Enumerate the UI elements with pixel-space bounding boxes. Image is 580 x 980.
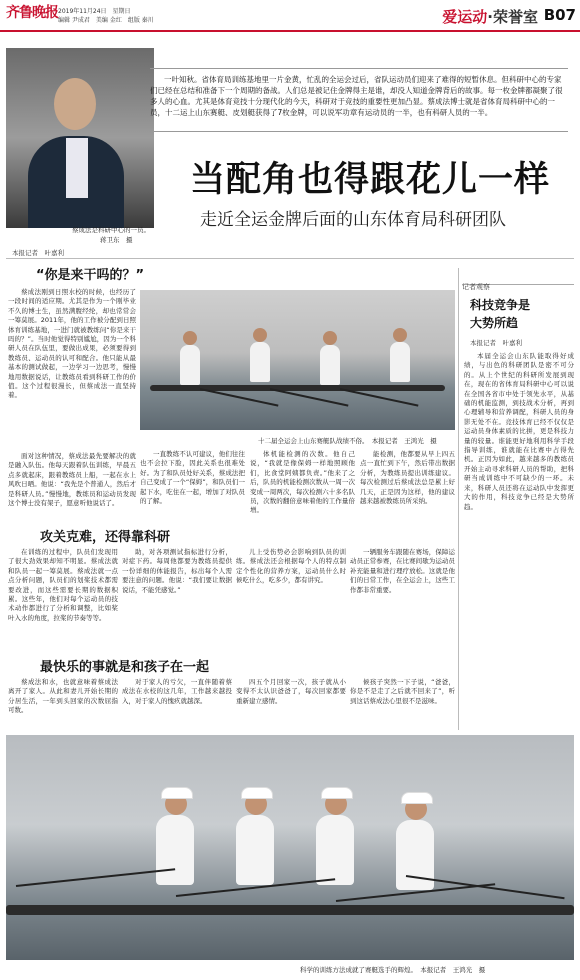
sidebar-body: 本届全运会山东队能取得好成绩，与出色的科研团队是密不可分的。从上个世纪的科研所发展到现在，现在的省体育局科研中心可以说在全国各省市中处于领先水平，从基础的机能监测，到技战术分析，再到心理辅导和营养调配，科研人员的身影无处不在。竞技体育已经不仅仅是运动员身体素质的比拼，更是科技力量的较量。谁能更好地利用科学手段指导训练，谁就能在比赛中占得先机。正因为如此，越来越多的教练员开始主动寻求科研人员的帮助，把科研当成训练中不可缺少的一环。未来，科研人员还将在运动队中发挥更大的作用，科技竞争已经是大势所趋。 (464, 352, 574, 511)
masthead-logo: 齐鲁晚报 (6, 5, 58, 21)
photo-caption-2: 科学的训练方法成就了赛艇选手的辉煌。 本报记者 王鸿光 摄 (300, 966, 486, 974)
sidebar-byline: 本报记者 叶嘉利 (470, 339, 522, 347)
article-column: 助，对各项测试指标进行分析，对症下药。每周他都要为教练员提供一份详细的体能报告，标出每个人需要注意的问题。他说：“我们要让数据说话，不能凭感觉。” (122, 548, 232, 594)
section-heading-3: 最快乐的事就是和孩子在一起 (40, 660, 210, 675)
article-column: 一直教练不认可建议，他们往往也不会拉下脸，因此关系也很难处好。为了和队员处好关系，蔡成法把自己变成了一个“保姆”，和队员们一起下水，吃住在一起，增加了对队员的了解。 (140, 450, 245, 506)
portrait-photo (6, 48, 154, 228)
sidebar-title: 科技竞争是 (470, 298, 531, 312)
article-column: 能检测，他都要从早上四五点一直忙到下午，然后带出数据分析，为教练员提出训练建议。每次检测过后蔡成法总是累上好几天，正是因为这样，他的建议越来越被教练员所采纳。 (360, 450, 455, 506)
lead-paragraph: 一叶知秋。省体育局训练基地里一片金黄，忙乱的全运会过后，省队运动员们迎来了难得的短暂休息。但科研中心的专家们已经在总结和准备下一个周期的备战。人们总是被记住金牌得主是谁，却没人知道金牌背后的故事。每一枚金牌都凝聚了很多人的心血。尤其是体育竞技十分现代化的今天，科研对于竞技的重要性更加凸显。蔡成法博士就是省体育局科研中心的一员，十二运上山东赛艇、皮划艇获得了7枚金牌，可以说军功章有运动员的一半，也有科研人员的一半。 (150, 75, 563, 117)
article-column: 候孩子突然一下子说，“爸爸，你是不是走了之后就不回来了”，听到这话蔡成法心里很不是滋味。 (350, 678, 455, 705)
article-column: 在训练的过程中，队员们发现用了很大劲效果却知不明显。蔡成法就和队员一起一筹莫展。蔡成法就一点点分析问题，队员们的划桨技术都需要改进，而这些需要长期的数据积累。这些年，他们对每个运动员的技术动作都进行了分析和调整，比如桨叶入水的角度，拉桨的节奏等等。 (8, 548, 118, 622)
article-column: 对于家人的亏欠，一直伴随着蔡成法在水校的这几年，工作越来越投入，对于家人的愧疚就越深。 (122, 678, 232, 705)
sidebar-title: 大势所趋 (470, 316, 519, 330)
editors-credit: 编辑 尹成君 美编 金红 组版 秦川 (58, 17, 154, 24)
article-column: 蔡成法刚到日照水校的时候，也经历了一段时间的适应期。尤其是作为一个刚毕业不久的博士生，虽然满腹经纶，却也常常会一筹莫展。2011年，他的工作被分配到日照体育训练基地，一进门就被教练问“你是来干吗的？”。当时他觉得特别尴尬，因为一个科研人员在队伍里，要做出成果，必须要得到教练员、运动员的认可和配合。他只能从最基本的测试做起，一边学习一边思考，慢慢地用数据说话，让教练员看到科研工作的价值。这个过程很漫长，但蔡成法一直坚持着。 (8, 288, 136, 400)
headline: 当配角也得跟花儿一样 (190, 160, 551, 200)
issue-date: 2019年11月24日 星期日 (58, 8, 131, 15)
portrait-caption: 蔡成法是科研中心的一员。 (72, 226, 150, 234)
rowing-women-photo (6, 735, 574, 960)
article-column: 面对这种情况，蔡成法最先要解决的就是融入队伍。他每天跟着队伍训练，早晨五点多就起床，跟着教练员上船，一起在水上风吹日晒。他说：“我先是个普通人，然后才是科研人员。”慢慢地，教练员和运动员发现这个博士没有架子，愿意听他说话了。 (8, 452, 136, 508)
section-heading-2: 攻关克难，还得靠科研 (40, 530, 171, 545)
main-byline: 本报记者 叶嘉利 (12, 249, 64, 257)
page-number: B07 (543, 6, 576, 24)
sidebar-tag: 记者观察 (462, 274, 574, 285)
article-column: 四五个月回家一次，孩子就从小变得不太认识爸爸了，每次回家都要重新建立感情。 (236, 678, 346, 705)
section-heading-1: “你是来干吗的？” (36, 268, 145, 283)
column-divider (458, 268, 459, 730)
rowing-team-photo (140, 290, 455, 430)
article-column: 蔡成法和水，也就意味着蔡成法离开了家人。从此和妻儿开始长期的分居生活，一年到头回家的次数屈指可数。 (8, 678, 118, 715)
article-column: 一辆服务车跟随在赛场，保障运动员正常参赛，在比赛间歇为运动员补充能量和进行理疗放松。这就是他们的日常工作，在全运会上，这些工作都非常重要。 (350, 548, 455, 594)
portrait-credit: 蒋卫东 摄 (100, 236, 133, 244)
sub-headline: 走近全运金牌后面的山东体育局科研团队 (200, 210, 506, 230)
article-column: 体机能检测的次数。他自己说，“我就是像保姆一样地照顾他们，比食堂阿姨都负责。”他来了之后，队员的机能检测次数从一周一次变成一周两次，每次检测六十多名队员，次数的翻倍意味着他的工作量倍增。 (250, 450, 355, 515)
section-name: 爱运动·荣誉室 (442, 8, 538, 26)
photo-caption-1: 十二届全运会上山东赛艇队战绩不俗。 本报记者 王鸿光 摄 (258, 437, 437, 445)
divider (6, 258, 574, 259)
article-column: 儿上受伤势必会影响到队员的训练。蔡成法还会根据每个人的特点制定个性化的营养方案，运动员什么时候吃什么，吃多少，都有讲究。 (236, 548, 346, 585)
